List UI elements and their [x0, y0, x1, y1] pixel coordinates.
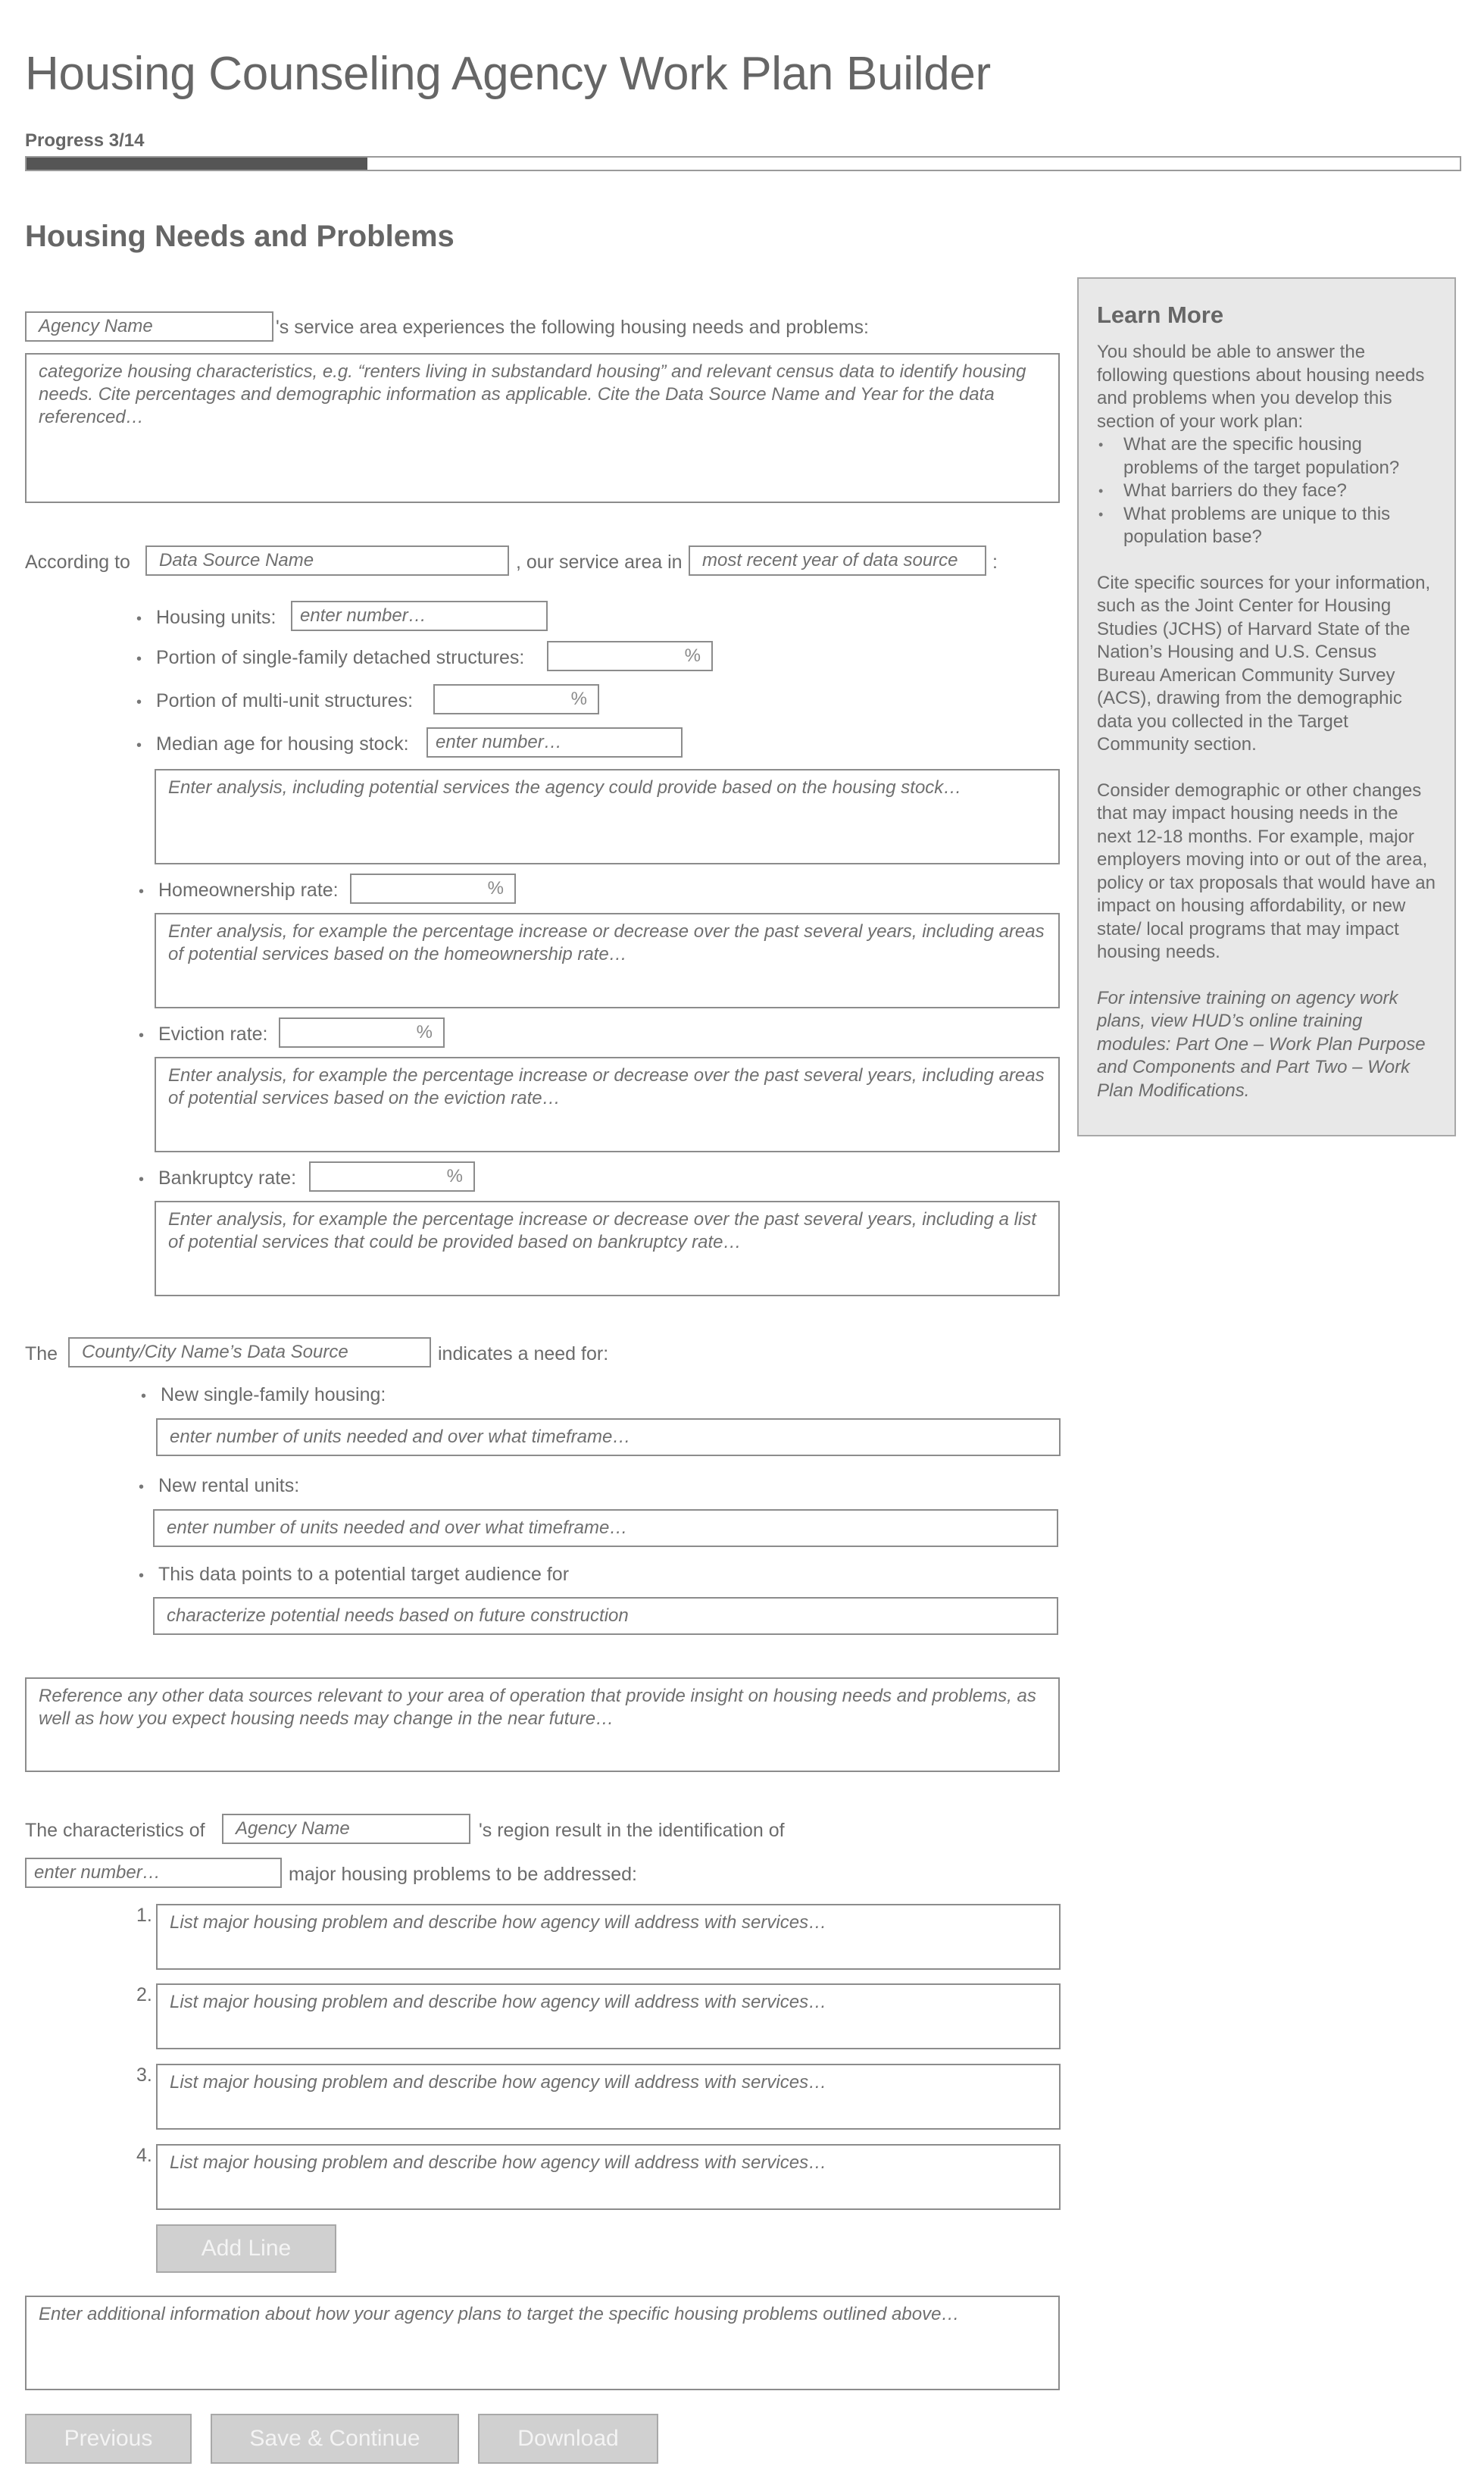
additional-info-textarea[interactable]: Enter additional information about how your agency plans to target the specific housing problems outlined above… [25, 2296, 1060, 2390]
progress-bar [25, 156, 1461, 171]
multi-unit-label: • Portion of multi-unit structures: [136, 689, 413, 714]
learn-more-changes: Consider demographic or other changes that may impact housing needs in the next 12-18 months. For example, major employers moving into or out of the area, policy or tax proposals that would have an impact on housing affordability, or new state/ local programs that may impact housing needs. [1097, 780, 1436, 962]
problem-number-1: 1. [136, 1905, 152, 1926]
target-audience-input[interactable]: characterize potential needs based on future construction [153, 1597, 1058, 1635]
region-result-label: 's region result in the identification of [479, 1820, 785, 1841]
bankruptcy-label: • Bankruptcy rate: [139, 1167, 296, 1191]
learn-more-training: For intensive training on agency work plans, view HUD’s online training modules: Part One – Work Plan Purpose and Components and Part Two – Work Plan Modifications. [1097, 987, 1426, 1101]
data-year-input[interactable]: most recent year of data source [689, 545, 986, 576]
service-area-text: 's service area experiences the following housing needs and problems: [276, 317, 870, 338]
county-source-input[interactable]: County/City Name’s Data Source [68, 1337, 431, 1367]
problem-textarea-1[interactable]: List major housing problem and describe how agency will address with services… [156, 1904, 1061, 1970]
the-label: The [25, 1343, 58, 1364]
learn-more-sources: Cite specific sources for your information, such as the Joint Center for Housing Studies (JCHS) of Harvard State of the Nation’s Housing and U.S. Census Bureau American Community Survey (ACS), drawing from the demographic data you collected in the Target Community section. [1097, 572, 1431, 755]
learn-more-panel [1077, 277, 1456, 1136]
indicates-need-label: indicates a need for: [438, 1343, 609, 1364]
eviction-percent-input[interactable]: % [279, 1017, 445, 1048]
housing-units-label: • Housing units: [136, 606, 276, 630]
data-source-input[interactable]: Data Source Name [145, 545, 509, 576]
characteristics-label: The characteristics of [25, 1820, 205, 1841]
section-title: Housing Needs and Problems [25, 220, 455, 253]
problem-number-4: 4. [136, 2145, 152, 2166]
eviction-analysis-textarea[interactable]: Enter analysis, for example the percentage increase or decrease over the past several years, including areas of potential services based on the eviction rate… [155, 1057, 1060, 1152]
save-continue-button[interactable]: Save & Continue [211, 2414, 459, 2464]
single-family-units-input[interactable]: enter number of units needed and over what timeframe… [156, 1418, 1061, 1456]
bankruptcy-analysis-textarea[interactable]: Enter analysis, for example the percentage increase or decrease over the past several years, including a list of potential services that could be provided based on bankruptcy rate… [155, 1201, 1060, 1296]
single-family-label: • Portion of single-family detached structures: [136, 646, 524, 670]
other-sources-textarea[interactable]: Reference any other data sources relevant to your area of operation that provide insight on housing needs and problems, as well as how you expect housing needs may change in the near future… [25, 1677, 1060, 1772]
agency-name-input[interactable]: Agency Name [25, 311, 273, 342]
progress-fill [27, 158, 367, 170]
learn-more-intro: You should be able to answer the following questions about housing needs and problems when you develop this section of your work plan: [1097, 342, 1425, 432]
previous-button[interactable]: Previous [25, 2414, 192, 2464]
characteristics-agency-input[interactable]: Agency Name [222, 1814, 470, 1844]
major-problems-label: major housing problems to be addressed: [289, 1864, 637, 1885]
learn-more-title: Learn More [1097, 302, 1224, 328]
rental-units-input[interactable]: enter number of units needed and over what timeframe… [153, 1509, 1058, 1547]
homeownership-percent-input[interactable]: % [350, 874, 516, 904]
problem-count-input[interactable]: enter number… [25, 1858, 282, 1888]
homeownership-analysis-textarea[interactable]: Enter analysis, for example the percentage increase or decrease over the past several years, including areas of potential services based on the homeownership rate… [155, 913, 1060, 1008]
homeownership-label: • Homeownership rate: [139, 879, 339, 903]
problem-number-2: 2. [136, 1984, 152, 2005]
new-rental-label: • New rental units: [139, 1474, 299, 1499]
bankruptcy-percent-input[interactable]: % [309, 1161, 475, 1192]
eviction-label: • Eviction rate: [139, 1023, 268, 1047]
service-area-in-label: , our service area in [516, 552, 683, 573]
question-item: • What barriers do they face? [1097, 480, 1436, 503]
median-age-input[interactable]: enter number… [426, 727, 683, 758]
according-to-label: According to [25, 552, 130, 573]
multi-unit-percent-input[interactable]: % [433, 684, 599, 714]
problem-number-3: 3. [136, 2064, 152, 2086]
question-item: • What are the specific housing problems of the target population? [1097, 433, 1436, 480]
question-item: • What problems are unique to this population base? [1097, 503, 1436, 549]
download-button[interactable]: Download [478, 2414, 658, 2464]
housing-units-input[interactable]: enter number… [291, 601, 548, 631]
housing-needs-textarea[interactable]: categorize housing characteristics, e.g. “renters living in substandard housing” and relevant census data to identify housing needs. Cite percentages and demographic information as applicable. Cite the Data Source Name and Year for the data referenced… [25, 353, 1060, 503]
new-single-family-label: • New single-family housing: [141, 1383, 386, 1408]
problem-textarea-2[interactable]: List major housing problem and describe how agency will address with services… [156, 1983, 1061, 2049]
median-age-label: • Median age for housing stock: [136, 733, 409, 757]
housing-stock-analysis-textarea[interactable]: Enter analysis, including potential services the agency could provide based on the housing stock… [155, 769, 1060, 864]
single-family-percent-input[interactable]: % [547, 641, 713, 671]
add-line-button[interactable]: Add Line [156, 2224, 336, 2273]
colon: : [992, 552, 998, 573]
target-audience-label: • This data points to a potential target audience for [139, 1563, 569, 1587]
learn-more-questions [1097, 433, 1436, 549]
problem-textarea-3[interactable]: List major housing problem and describe how agency will address with services… [156, 2064, 1061, 2130]
problem-textarea-4[interactable]: List major housing problem and describe how agency will address with services… [156, 2144, 1061, 2210]
page-title: Housing Counseling Agency Work Plan Builder [25, 48, 991, 100]
progress-label: Progress 3/14 [25, 130, 145, 151]
